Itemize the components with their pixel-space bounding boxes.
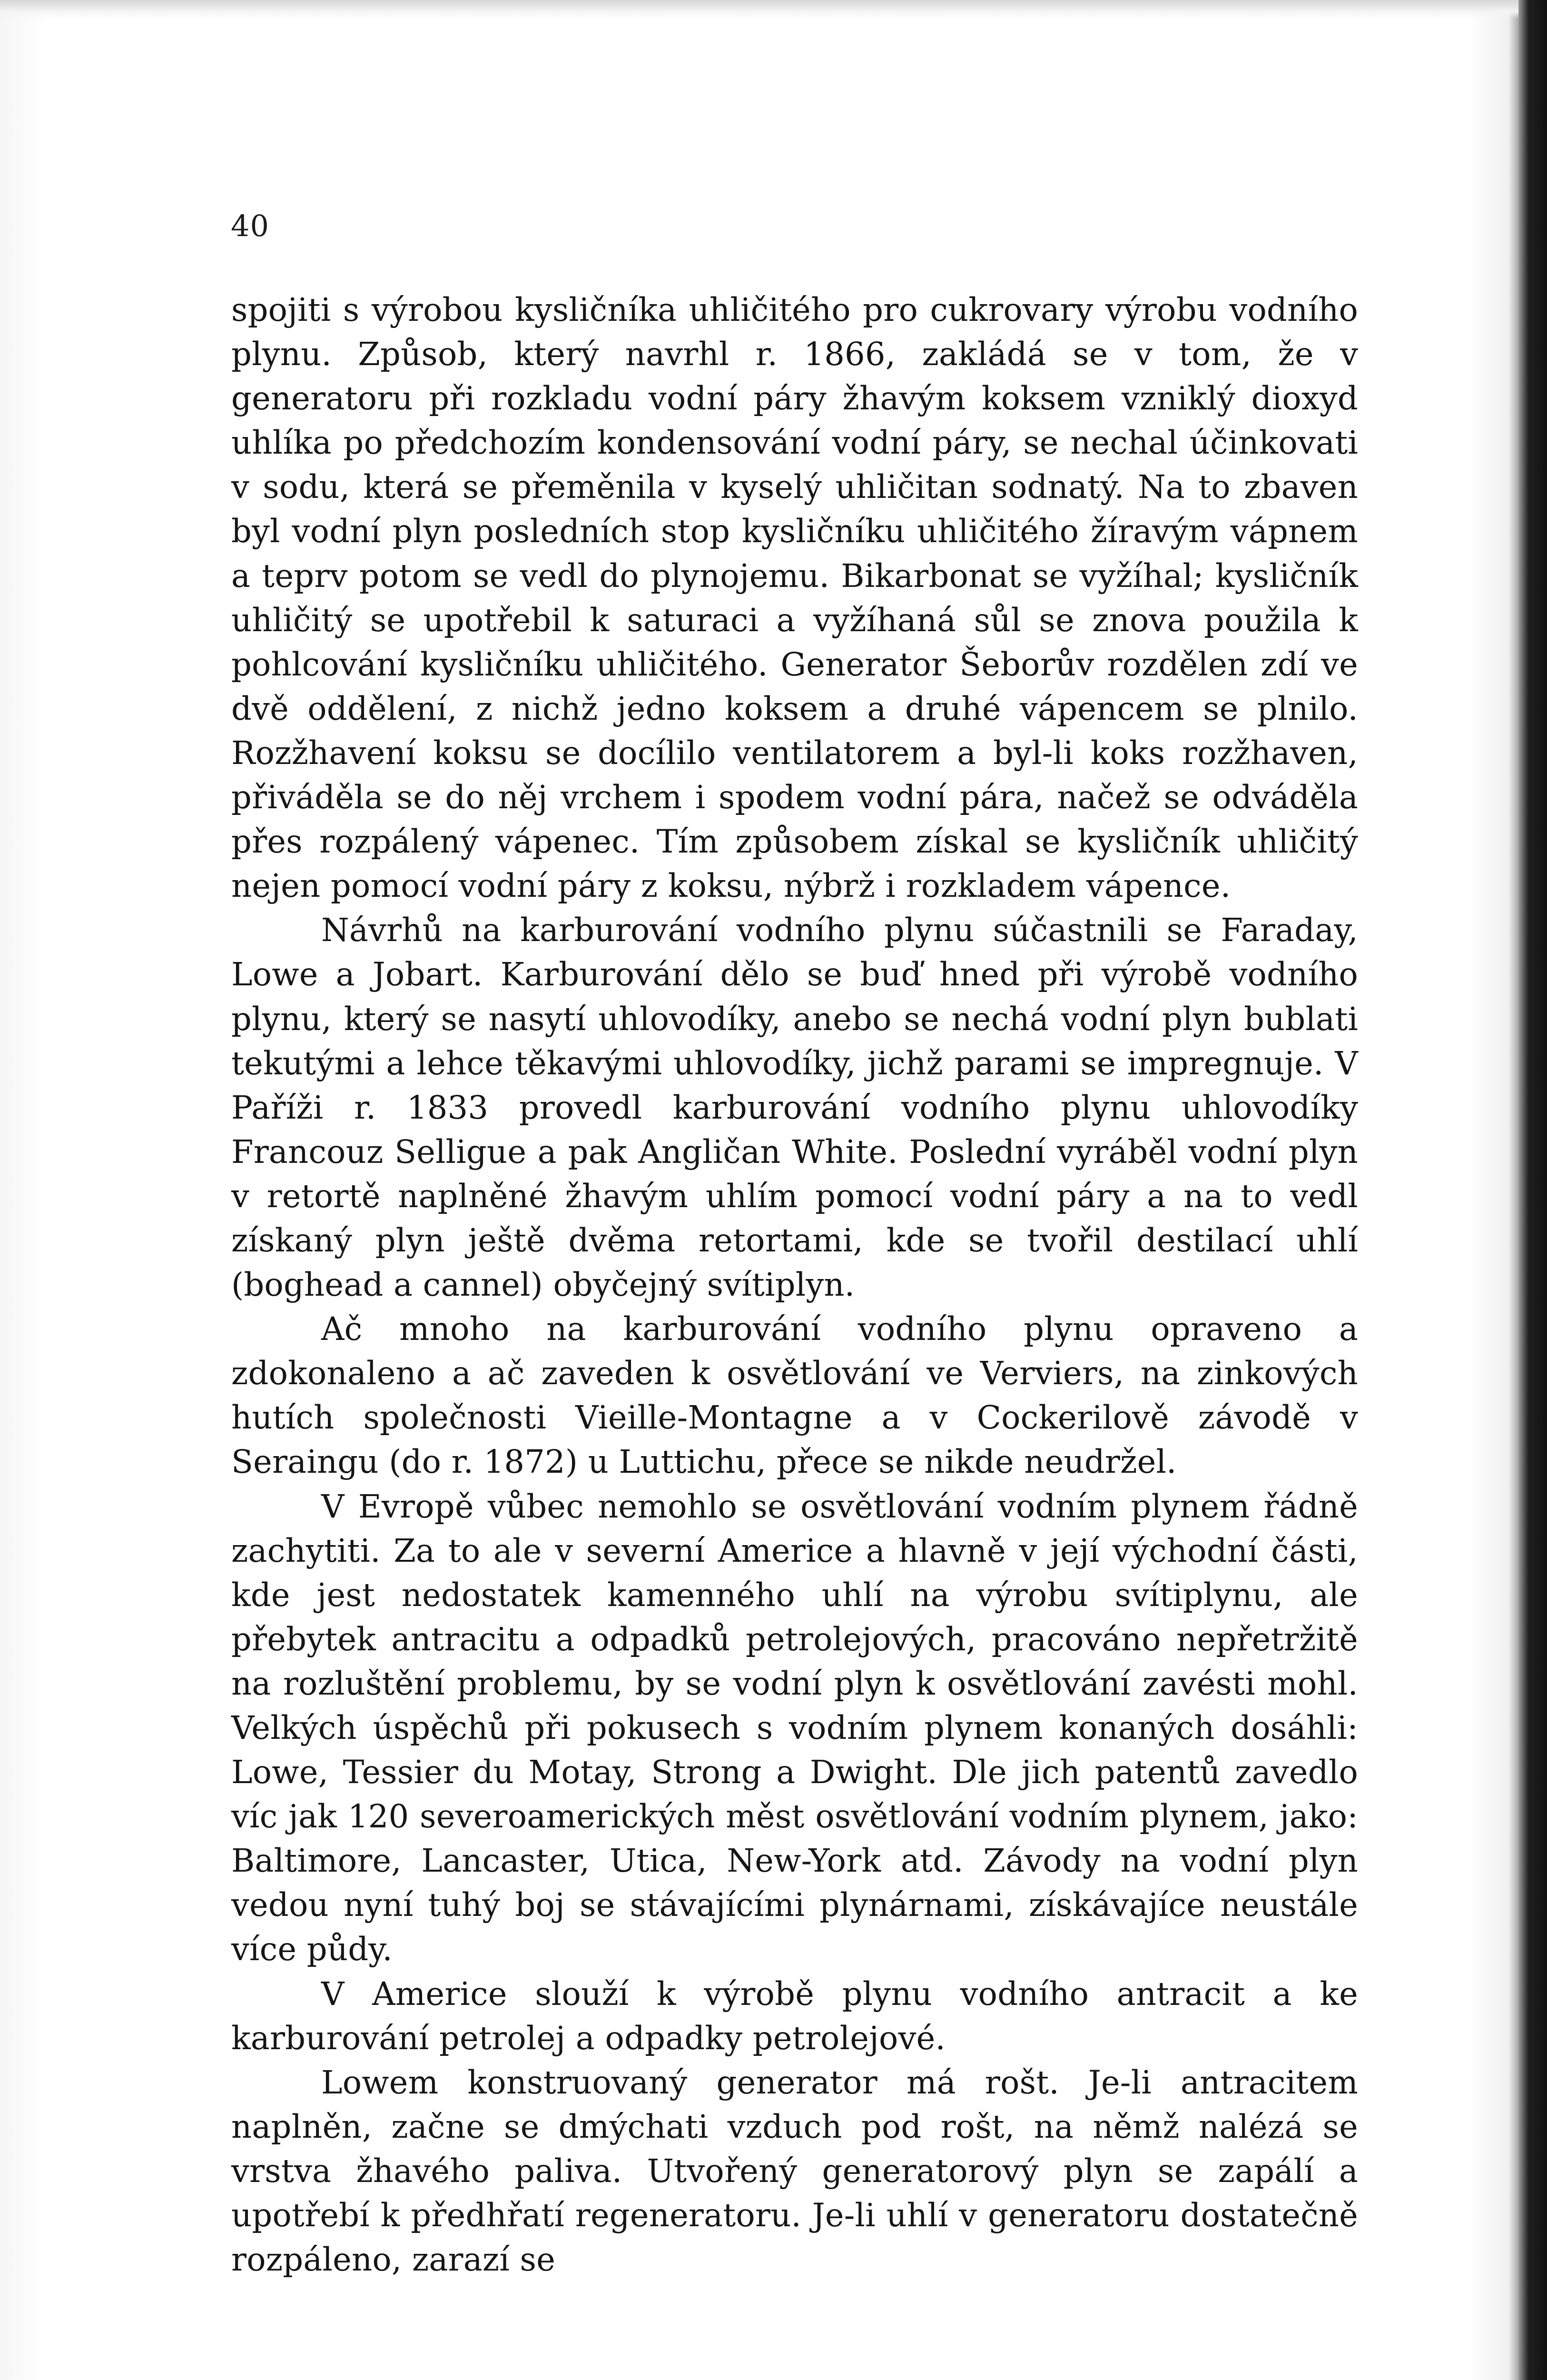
paragraph-p3: Ač mnoho na karburování vodního plynu opraveno a zdokonaleno a ač zaveden k osvětlování ve Verviers, na zinkových hutích společnosti Vieille-Montagne a v Cockerilově závodě v Seraingu (do r. 1872) u Luttichu, přece se nikde neudržel. bbox=[231, 1310, 1358, 1481]
paragraph-p1: spojiti s výrobou kysličníka uhličitého pro cukrovary výrobu vodního plynu. Způsob, který navrhl r. 1866, zakládá se v tom, že v generatoru při rozkladu vodní páry žhavým koksem vzniklý dioxyd uhlíka po předchozím kondensování vodní páry, se nechal účinkovati v sodu, která se přeměnila v kyselý uhličitan sodnatý. Na to zbaven byl vodní plyn posledních stop kysličníku uhličitého žíravým vápnem a teprv potom se vedl do plynojemu. Bikarbonat se vyžíhal; kysličník uhličitý se upotřebil k saturaci a vyžíhaná sůl se znova použila k pohlcování kysličníku uhličitého. Generator Šeborův rozdělen zdí ve dvě oddělení, z nichž jedno koksem a druhé vápencem se plnilo. Rozžhavení koksu se docílilo ventilatorem a byl-li koks rozžhaven, přiváděla se do něj vrchem i spodem vodní pára, načež se odváděla přes rozpálený vápenec. Tím způsobem získal se kysličník uhličitý nejen pomocí vodní páry z koksu, nýbrž i rozkladem vápence. bbox=[231, 291, 1358, 905]
paragraph-p2: Návrhů na karburování vodního plynu súčastnili se Faraday, Lowe a Jobart. Karburování dělo se buď hned při výrobě vodního plynu, který se nasytí uhlovodíky, anebo se nechá vodní plyn bublati tekutými a lehce těkavými uhlovodíky, jichž parami se impregnuje. V Paříži r. 1833 provedl karburování vodního plynu uhlovodíky Francouz Selligue a pak Angličan White. Poslední vyráběl vodní plyn v retortě naplněné žhavým uhlím pomocí vodní páry a na to vedl získaný plyn ještě dvěma retortami, kde se tvořil destilací uhlí (boghead a cannel) obyčejný svítiplyn. bbox=[231, 912, 1358, 1304]
page-top-edge bbox=[0, 0, 1547, 19]
book-spine-shadow bbox=[1518, 0, 1547, 2380]
body-text bbox=[231, 288, 1358, 2282]
page-number: 40 bbox=[231, 208, 269, 243]
paragraph-p5: V Americe slouží k výrobě plynu vodního antracit a ke karburování petrolej a odpadky petrolejové. bbox=[231, 1975, 1358, 2057]
paragraph-p4: V Evropě vůbec nemohlo se osvětlování vodním plynem řádně zachytiti. Za to ale v severní Americe a hlavně v její východní části, kde jest nedostatek kamenného uhlí na výrobu svítiplynu, ale přebytek antracitu a odpadků petrolejových, pracováno nepřetržitě na rozluštění problemu, by se vodní plyn k osvětlování zavésti mohl. Velkých úspěchů při pokusech s vodním plynem konaných dosáhli: Lowe, Tessier du Motay, Strong a Dwight. Dle jich patentů zavedlo víc jak 120 severoamerických měst osvětlování vodním plynem, jako: Baltimore, Lancaster, Utica, New-York atd. Závody na vodní plyn vedou nyní tuhý boj se stávajícími plynárnami, získávajíce neustále více půdy. bbox=[231, 1488, 1358, 1968]
paragraph-p6: Lowem konstruovaný generator má rošt. Je-li antracitem naplněn, začne se dmýchati vzduch pod rošt, na němž nalézá se vrstva žhavého paliva. Utvořený generatorový plyn se zapálí a upotřebí k předhřatí regeneratoru. Je-li uhlí v generatoru dostatečně rozpáleno, zarazí se bbox=[231, 2063, 1358, 2279]
